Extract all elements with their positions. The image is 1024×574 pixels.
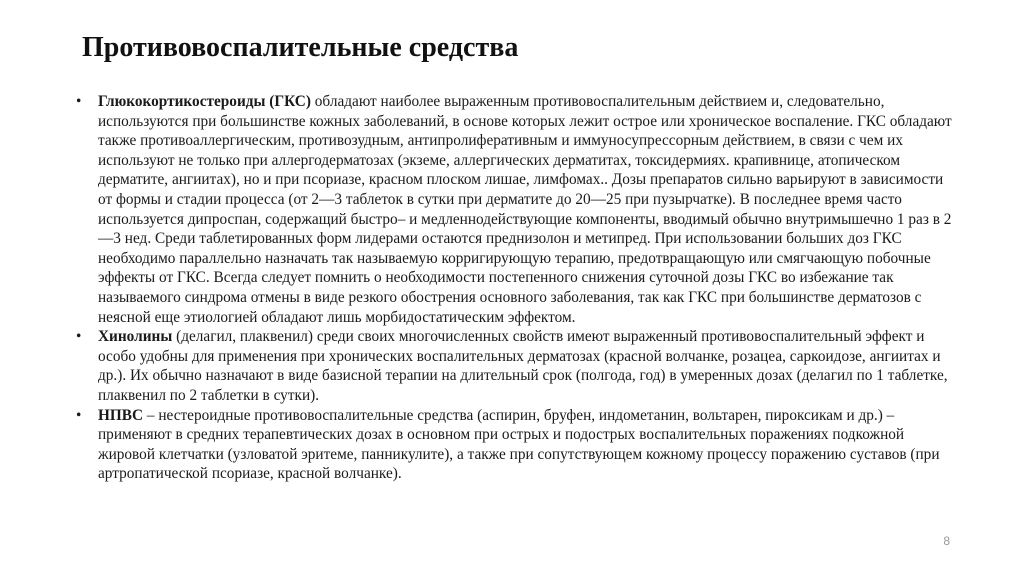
bullet-item-gks	[76, 92, 956, 327]
bullet-text: (делагил, плаквенил) среди своих многочисленных свойств имеют выраженный противовоспалительный эффект и особо удобны для применения при хронических воспалительных дерматозах (красной волчанке, розацеа, саркоидозе, ангиитах и др.). Их обычно назначают в виде базисной терапии на длительный срок (полгода, год) в умеренных дозах (делагил по 1 таблетке, плаквенил по 2 таблетки в сутки).	[98, 328, 948, 404]
bullet-list	[76, 92, 956, 484]
bullet-text: обладают наиболее выраженным противовоспалительным действием и, следовательно, используются при большинстве кожных заболеваний, в основе которых лежит острое или хроническое воспаление. ГКС обладают также противоаллергическим, противозудным, антипролиферативным и иммуносупрессорным действием, в связи с чем их используют не только при аллергодерматозах (экземе, аллергических дерматитах, токсидермиях. крапивнице, атопическом дерматите, ангиитах), но и при псориазе, красном плоском лишае, лимфомах.. Дозы препаратов сильно варьируют в зависимости от формы и стадии процесса (от 2—3 таблеток в сутки при дерматите до 20—25 при пузырчатке). В последнее время часто используется дипроспан, содержащий быстро– и медленнодействующие компоненты, вводимый обычно внутримышечно 1 раз в 2—3 нед. Среди таблетированных форм лидерами остаются преднизолон и метипред. При использовании больших доз ГКС необходимо параллельно назначать так называемую корригирующую терапию, предотвращающую или смягчающую побочные эффекты от ГКС. Всегда следует помнить о необходимости постепенного снижения суточной дозы ГКС во избежание так называемого синдрома отмены в виде резкого обострения основного заболевания, так как ГКС при большинстве дерматозов с неясной еще этиологией обладают лишь морбидостатическим эффектом.	[98, 93, 952, 326]
bullet-term: Хинолины	[98, 328, 173, 346]
slide-title: Противовоспалительные средства	[82, 32, 519, 63]
bullet-marker: •	[76, 93, 82, 110]
bullet-marker: •	[76, 406, 82, 424]
bullet-term: НПВС	[98, 406, 144, 424]
bullet-text: – нестероидные противовоспалительные средства (аспирин, бруфен, индометанин, вольтарен, пироксикам и др.) – применяют в средних терапевтических дозах в основном при острых и подострых воспалительных поражениях подкожной жировой клетчатки (узловатой эритеме, панникулите), а также при сопутствующем кожному процессу поражению суставов (при артропатической псориазе, красной волчанке).	[98, 406, 940, 483]
bullet-item-hinoliny	[76, 327, 956, 405]
slide-number: 8	[943, 534, 950, 548]
bullet-marker: •	[76, 328, 82, 346]
bullet-term: Глюкокортикостероиды (ГКС)	[98, 93, 311, 110]
bullet-item-npvs	[76, 406, 956, 484]
